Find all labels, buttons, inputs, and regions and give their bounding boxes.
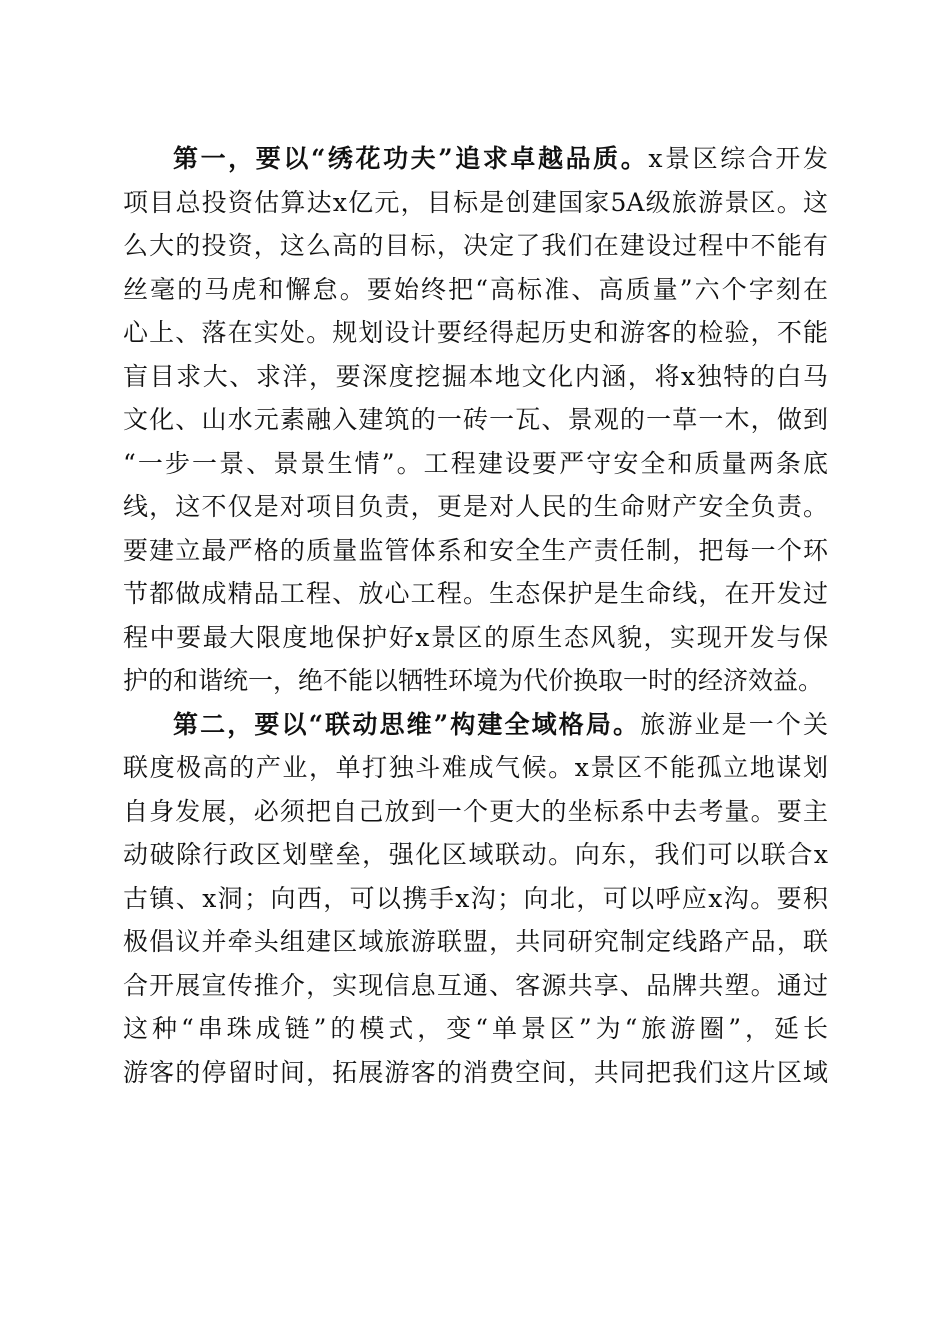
paragraph-1-lead: 第一，要以“绣花功夫”追求卓越品质。 — [173, 144, 649, 173]
paragraph-2-lead: 第二，要以“联动思维”构建全域格局。 — [173, 709, 641, 739]
paragraph-2-line-7: 合开展宣传推介，实现信息互通、客源共享、品牌共塑。通过 — [123, 970, 828, 1000]
paragraph-1-line-10: 要建立最严格的质量监管体系和安全生产责任制，把每一个环 — [123, 535, 828, 565]
paragraph-2-line-4: 动破除行政区划壁垒，强化区域联动。向东，我们可以联合x — [123, 840, 828, 869]
paragraph-1-line-6: 盲目求大、求洋，要深度挖掘本地文化内涵，将x独特的白马 — [123, 361, 828, 391]
paragraph-2-line-5: 古镇、x洞；向西，可以携手x沟；向北，可以呼应x沟。要积 — [123, 883, 828, 913]
paragraph-1-line-11: 节都做成精品工程、放心工程。生态保护是生命线，在开发过 — [123, 579, 828, 608]
paragraph-1-line-12: 程中要最大限度地保护好x景区的原生态风貌，实现开发与保 — [123, 622, 828, 652]
paragraph-1-line-3: 么大的投资，这么高的目标，决定了我们在建设过程中不能有 — [123, 231, 828, 260]
paragraph-2-line-3: 自身发展，必须把自己放到一个更大的坐标系中去考量。要主 — [123, 796, 828, 826]
body-text — [123, 137, 828, 1094]
paragraph-1-line-13: 护的和谐统一，绝不能以牺牲环境为代价换取一时的经济效益。 — [123, 666, 824, 695]
paragraph-1-line-4: 丝毫的马虎和懈怠。要始终把“高标准、高质量”六个字刻在 — [123, 274, 828, 304]
paragraph-1-line-1 — [123, 137, 828, 181]
paragraph-2-line-9: 游客的停留时间，拓展游客的消费空间，共同把我们这片区域 — [123, 1057, 828, 1087]
paragraph-1-line-9: 线，这不仅是对项目负责，更是对人民的生命财产安全负责。 — [123, 492, 828, 521]
paragraph-1-line-8: “一步一景、景景生情”。工程建设要严守安全和质量两条底 — [123, 448, 828, 478]
paragraph-2-line-1 — [123, 703, 828, 747]
paragraph-2-line-1-text: 旅游业是一个关 — [640, 709, 828, 739]
paragraph-1-line-7: 文化、山水元素融入建筑的一砖一瓦、景观的一草一木，做到 — [123, 405, 828, 434]
paragraph-2-line-8: 这种“串珠成链”的模式，变“单景区”为“旅游圈”，延长 — [123, 1014, 828, 1043]
paragraph-1-line-5: 心上、落在实处。规划设计要经得起历史和游客的检验，不能 — [123, 318, 828, 347]
paragraph-1-line-2: 项目总投资估算达x亿元，目标是创建国家5A级旅游景区。这 — [123, 187, 828, 217]
paragraph-1-line-1-text: x景区综合开发 — [648, 144, 828, 173]
paragraph-2-line-2: 联度极高的产业，单打独斗难成气候。x景区不能孤立地谋划 — [123, 753, 828, 782]
paragraph-2-line-6: 极倡议并牵头组建区域旅游联盟，共同研究制定线路产品，联 — [123, 927, 828, 956]
